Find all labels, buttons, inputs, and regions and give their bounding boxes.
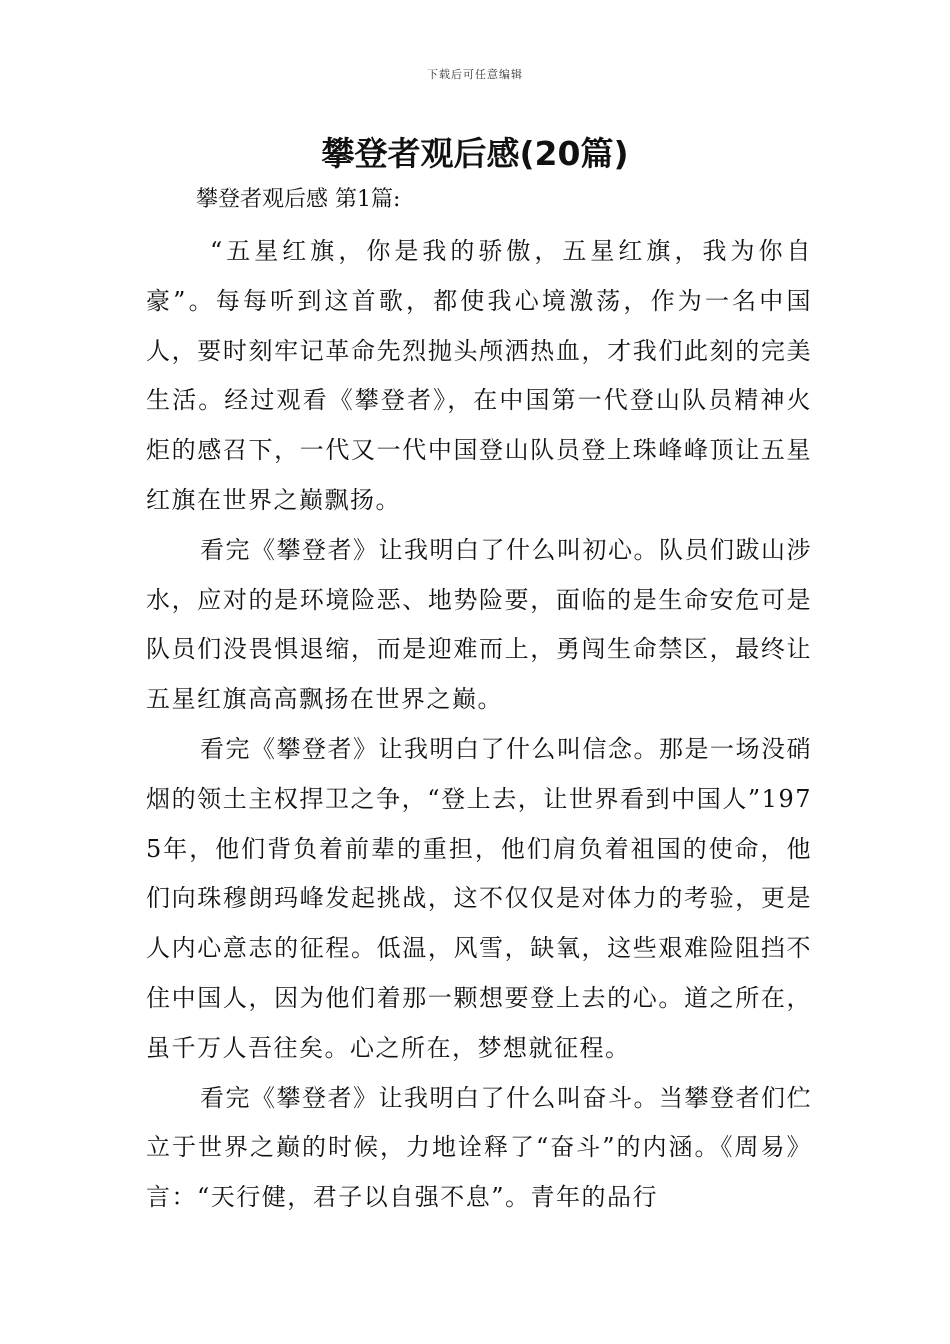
paragraph-2: 看完《攀登者》让我明白了什么叫初心。队员们跋山涉水，应对的是环境险恶、地势险要，面临的是生命安危可是队员们没畏惧退缩，而是迎难而上，勇闯生命禁区，最终让五星红旗高高飘扬在世界之巅。 — [146, 535, 812, 714]
paragraph-1: “五星红旗，你是我的骄傲，五星红旗，我为你自豪”。每每听到这首歌，都使我心境激荡，作为一名中国人，要时刻牢记革命先烈抛头颅洒热血，才我们此刻的完美生活。经过观看《攀登者》，在中国第一代登山队员精神火炬的感召下，一代又一代中国登山队员登上珠峰峰顶让五星红旗在世界之巅飘扬。 — [146, 237, 812, 514]
paragraph-4: 看完《攀登者》让我明白了什么叫奋斗。当攀登者们伫立于世界之巅的时候，力地诠释了“奋斗”的内涵。《周易》言：“天行健，君子以自强不息”。青年的品行 — [146, 1083, 812, 1212]
header-note: 下载后可任意编辑 — [427, 68, 523, 81]
document-body — [146, 227, 812, 1223]
section-heading: 攀登者观后感 第1篇: — [196, 187, 401, 212]
document-title: 攀登者观后感(20篇) — [321, 134, 629, 173]
paragraph-3: 看完《攀登者》让我明白了什么叫信念。那是一场没硝烟的领土主权捍卫之争，“登上去，让世界看到中国人”1975年，他们背负着前辈的重担，他们肩负着祖国的使命，他们向珠穆朗玛峰发起挑战，这不仅仅是对体力的考验，更是人内心意志的征程。低温，风雪，缺氧，这些艰难险阻挡不住中国人，因为他们着那一颗想要登上去的心。道之所在，虽千万人吾往矣。心之所在，梦想就征程。 — [146, 734, 812, 1062]
